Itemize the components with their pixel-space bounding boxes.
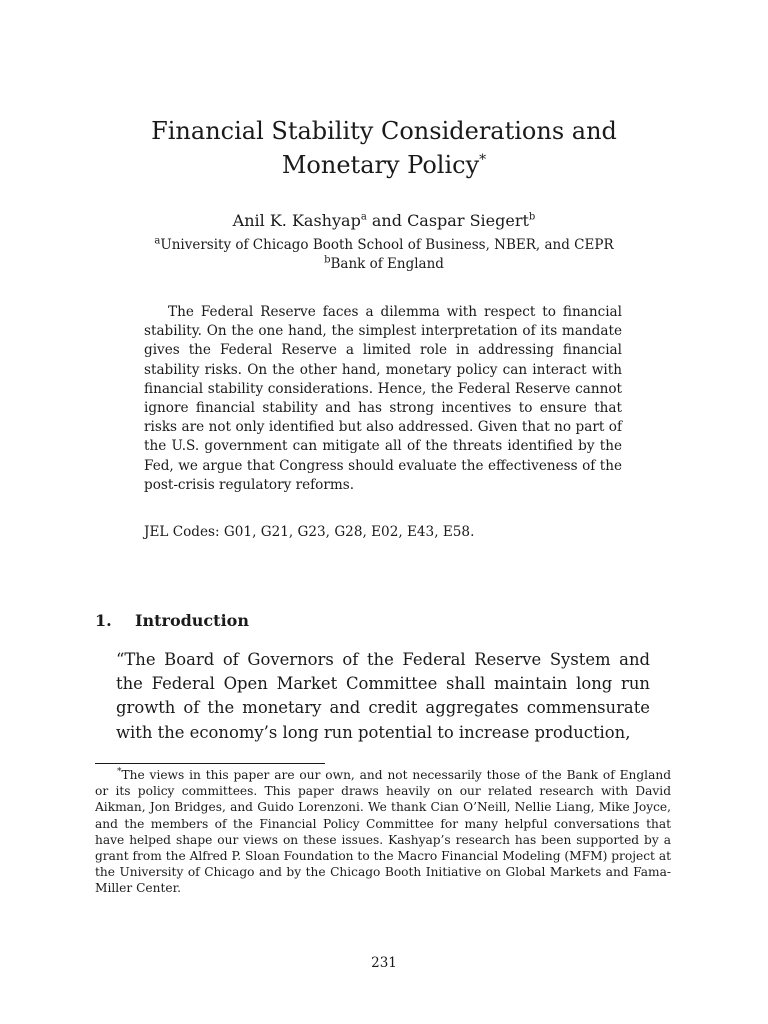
affiliation-mark: a [154, 235, 161, 247]
title-line-2: Monetary Policy [281, 151, 480, 179]
abstract-text: The Federal Reserve faces a dilemma with respect to financial stability. On the one hand, the simplest interpretation of its mandate gives the Federal Reserve a limited role in addressing financial stability risks. On the other hand, monetary policy can interact with financial stability considerations. Hence, the Federal Reserve cannot ignore financial stability and has strong incentives to ensure that risks are not only identified but also addressed. Given that no part of the U.S. government can mitigate all of the threats identified by the Fed, we argue that Congress should evaluate the effectiveness of the post-crisis regulatory reforms. [144, 304, 622, 493]
affiliation-item [0, 255, 768, 274]
jel-codes: JEL Codes: G01, G21, G23, G28, E02, E43, E58. [144, 524, 475, 540]
author-conjunction: and [371, 211, 402, 230]
author-affiliation-mark: b [528, 211, 536, 223]
affiliation-text: Bank of England [330, 256, 444, 272]
affiliation-text: University of Chicago Booth School of Business, NBER, and CEPR [160, 237, 614, 253]
footnote-text: The views in this paper are our own, and not necessarily those of the Bank of England or its policy committees. This paper draws heavily on our related research with David Aikman, Jon Bridges, and Guido Lorenzoni. We thank Cian O’Neill, Nellie Liang, Mike Joyce, and the members of the Financial Policy Committee for many helpful conversations that have helped shape our views on these issues. Kashyap’s research has been supported by a grant from the Alfred P. Sloan Foundation to the Macro Financial Modeling (MFM) project at the University of Chicago and by the Chicago Booth Initiative on Global Markets and Fama-Miller Center. [95, 768, 671, 896]
paper-title [0, 114, 768, 182]
affiliation-mark: b [324, 254, 331, 266]
author-name: Anil K. Kashyap [232, 211, 361, 230]
author-name: Caspar Siegert [407, 211, 529, 230]
footnote-rule [95, 763, 325, 764]
body-quote: “The Board of Governors of the Federal Reserve System and the Federal Open Market Committee shall maintain long run growth of the monetary and credit aggregates commensurate with the economy’s long run potential to increase production, [116, 650, 650, 742]
section-title: Introduction [135, 611, 249, 630]
section-heading [95, 610, 249, 632]
author-affiliation-mark: a [360, 211, 367, 223]
page-number: 231 [371, 955, 397, 971]
title-footnote-marker: * [479, 152, 487, 168]
footnote-marker: * [117, 766, 122, 777]
affiliations [0, 236, 768, 274]
section-number: 1. [95, 611, 112, 630]
footnote [95, 767, 671, 897]
author-line [0, 210, 768, 232]
title-line-1: Financial Stability Considerations and [151, 117, 617, 145]
affiliation-item [0, 236, 768, 255]
